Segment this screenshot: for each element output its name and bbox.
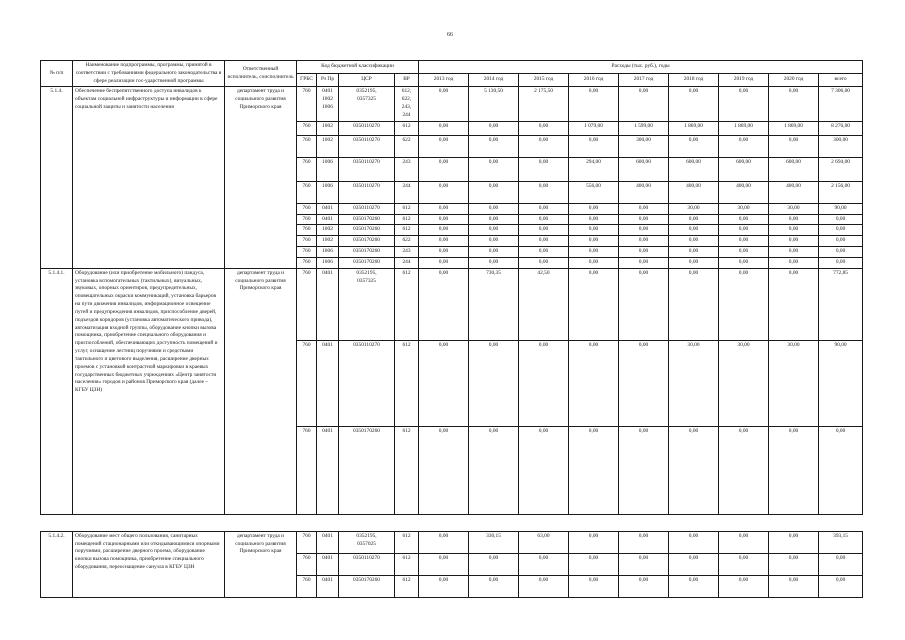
year-value-cell: 0,00 bbox=[569, 225, 619, 236]
year-value-cell: 0,00 bbox=[419, 426, 469, 514]
year-value-cell: 0,00 bbox=[419, 135, 469, 157]
total-cell: 393,15 bbox=[819, 531, 863, 553]
grbs-cell: 760 bbox=[297, 135, 317, 157]
vr-cell: 612 bbox=[395, 340, 419, 426]
vr-cell: 612 bbox=[395, 214, 419, 225]
csr-cell: 0352195, 0357325 bbox=[339, 87, 395, 121]
year-value-cell: 0,00 bbox=[519, 214, 569, 225]
vr-cell: 244 bbox=[395, 257, 419, 268]
year-value-cell: 400,00 bbox=[719, 181, 769, 203]
year-value-cell: 0,00 bbox=[669, 87, 719, 121]
year-value-cell: 0,00 bbox=[469, 135, 519, 157]
row-number: 5.1.4. bbox=[41, 87, 73, 268]
csr-cell: 0350170260 bbox=[339, 236, 395, 247]
year-value-cell: 0,00 bbox=[419, 247, 469, 258]
grbs-cell: 760 bbox=[297, 340, 317, 426]
year-value-cell: 0,00 bbox=[769, 87, 819, 121]
year-value-cell: 30,00 bbox=[769, 340, 819, 426]
rzpr-cell: 1006 bbox=[317, 181, 339, 203]
year-value-cell: 0,00 bbox=[769, 257, 819, 268]
header-year-2014: 2014 год bbox=[469, 74, 519, 87]
year-value-cell: 0,00 bbox=[519, 247, 569, 258]
rzpr-cell: 0401 bbox=[317, 268, 339, 340]
grbs-cell: 760 bbox=[297, 236, 317, 247]
total-cell: 90,00 bbox=[819, 203, 863, 214]
year-value-cell: 0,00 bbox=[469, 426, 519, 514]
year-value-cell: 0,00 bbox=[419, 121, 469, 135]
csr-cell: 0350110270 bbox=[339, 340, 395, 426]
year-value-cell: 0,00 bbox=[769, 268, 819, 340]
vr-cell: 612 bbox=[395, 575, 419, 597]
grbs-cell: 760 bbox=[297, 121, 317, 135]
csr-cell: 0350170260 bbox=[339, 214, 395, 225]
header-year-2020: 2020 год bbox=[769, 74, 819, 87]
grbs-cell: 760 bbox=[297, 268, 317, 340]
vr-cell: 243 bbox=[395, 247, 419, 258]
total-cell: 0,00 bbox=[819, 247, 863, 258]
year-value-cell: 0,00 bbox=[519, 236, 569, 247]
year-value-cell: 0,00 bbox=[469, 203, 519, 214]
total-cell: 0,00 bbox=[819, 214, 863, 225]
year-value-cell: 0,00 bbox=[719, 531, 769, 553]
year-value-cell: 0,00 bbox=[419, 268, 469, 340]
header-year-2016: 2016 год bbox=[569, 74, 619, 87]
budget-table bbox=[40, 60, 863, 598]
page-number: 66 bbox=[447, 32, 453, 38]
year-value-cell: 0,00 bbox=[519, 157, 569, 181]
rzpr-cell: 1002 bbox=[317, 236, 339, 247]
year-value-cell: 0,00 bbox=[619, 247, 669, 258]
csr-cell: 0350170260 bbox=[339, 225, 395, 236]
header-year-2019: 2019 год bbox=[719, 74, 769, 87]
year-value-cell: 30,00 bbox=[769, 203, 819, 214]
year-value-cell: 0,00 bbox=[719, 575, 769, 597]
rzpr-cell: 0401 bbox=[317, 214, 339, 225]
year-value-cell: 0,00 bbox=[519, 181, 569, 203]
csr-cell: 0350110270 bbox=[339, 135, 395, 157]
year-value-cell: 0,00 bbox=[669, 225, 719, 236]
row-description: Оборудование мест общего пользования, санитарных помещений стационарными или откидывающимися опорными поручнями, расширение дверного проема, оборудование кнопки вызова помощника, приобретение специального оборудования, переоснащение санузла в КГБУ ЦЗН bbox=[73, 531, 225, 597]
grbs-cell: 760 bbox=[297, 257, 317, 268]
year-value-cell: 0,00 bbox=[619, 553, 669, 575]
year-value-cell: 0,00 bbox=[769, 214, 819, 225]
year-value-cell: 0,00 bbox=[719, 247, 769, 258]
year-value-cell: 0,00 bbox=[569, 203, 619, 214]
year-value-cell: 0,00 bbox=[619, 257, 669, 268]
grbs-cell: 760 bbox=[297, 157, 317, 181]
grbs-cell: 760 bbox=[297, 225, 317, 236]
year-value-cell: 0,00 bbox=[469, 157, 519, 181]
year-value-cell: 0,00 bbox=[519, 340, 569, 426]
year-value-cell: 0,00 bbox=[569, 87, 619, 121]
year-value-cell: 0,00 bbox=[769, 225, 819, 236]
header-executor: Ответственный исполнитель, соисполнитель bbox=[225, 61, 297, 87]
year-value-cell: 1 599,00 bbox=[619, 121, 669, 135]
header-name: Наименование подпрограммы, программы, принятой в соответствии с требованиями федерального законодательства в сфере реализации гос-ударственной программы bbox=[73, 61, 225, 87]
rzpr-cell: 1006 bbox=[317, 247, 339, 258]
table-row bbox=[41, 87, 863, 121]
total-cell: 8 276,00 bbox=[819, 121, 863, 135]
header-year-2013: 2013 год bbox=[419, 74, 469, 87]
total-cell: 2 156,00 bbox=[819, 181, 863, 203]
table-row bbox=[41, 268, 863, 340]
year-value-cell: 0,00 bbox=[619, 236, 669, 247]
year-value-cell: 0,00 bbox=[419, 575, 469, 597]
year-value-cell: 0,00 bbox=[419, 236, 469, 247]
grbs-cell: 760 bbox=[297, 553, 317, 575]
year-value-cell: 0,00 bbox=[769, 247, 819, 258]
year-value-cell: 0,00 bbox=[769, 135, 819, 157]
year-value-cell: 0,00 bbox=[419, 203, 469, 214]
total-cell: 772,85 bbox=[819, 268, 863, 340]
year-value-cell: 0,00 bbox=[519, 203, 569, 214]
year-value-cell: 1 869,00 bbox=[669, 121, 719, 135]
year-value-cell: 5 130,50 bbox=[469, 87, 519, 121]
vr-cell: 612 bbox=[395, 553, 419, 575]
year-value-cell: 0,00 bbox=[519, 426, 569, 514]
year-value-cell: 63,00 bbox=[519, 531, 569, 553]
header-num: № п/п bbox=[41, 61, 73, 87]
year-value-cell: 0,00 bbox=[719, 268, 769, 340]
year-value-cell: 0,00 bbox=[569, 426, 619, 514]
row-description: Обеспечение беспрепятственного доступа инвалидов к объектам социальной инфраструктуры и информации в сфере социальной защиты и занятости населения bbox=[73, 87, 225, 268]
vr-cell: 612 bbox=[395, 203, 419, 214]
year-value-cell: 0,00 bbox=[669, 135, 719, 157]
year-value-cell: 0,00 bbox=[419, 181, 469, 203]
year-value-cell: 0,00 bbox=[469, 214, 519, 225]
grbs-cell: 760 bbox=[297, 247, 317, 258]
year-value-cell: 0,00 bbox=[619, 214, 669, 225]
csr-cell: 0350110270 bbox=[339, 157, 395, 181]
year-value-cell: 0,00 bbox=[419, 214, 469, 225]
year-value-cell: 0,00 bbox=[569, 531, 619, 553]
year-value-cell: 0,00 bbox=[719, 87, 769, 121]
year-value-cell: 0,00 bbox=[619, 203, 669, 214]
year-value-cell: 0,00 bbox=[519, 225, 569, 236]
table-body bbox=[41, 87, 863, 597]
vr-cell: 622 bbox=[395, 236, 419, 247]
year-value-cell: 2 175,50 bbox=[519, 87, 569, 121]
total-cell: 0,00 bbox=[819, 257, 863, 268]
year-value-cell: 0,00 bbox=[769, 426, 819, 514]
year-value-cell: 300,00 bbox=[619, 135, 669, 157]
row-executor: департамент труда и социального развития Приморского края bbox=[225, 531, 297, 597]
year-value-cell: 0,00 bbox=[569, 553, 619, 575]
rzpr-cell: 0401 bbox=[317, 340, 339, 426]
year-value-cell: 0,00 bbox=[669, 257, 719, 268]
year-value-cell: 0,00 bbox=[719, 135, 769, 157]
vr-cell: 622 bbox=[395, 135, 419, 157]
grbs-cell: 760 bbox=[297, 426, 317, 514]
year-value-cell: 0,00 bbox=[419, 157, 469, 181]
vr-cell: 612 bbox=[395, 426, 419, 514]
header-total: всего bbox=[819, 74, 863, 87]
csr-cell: 0352195, 0357325 bbox=[339, 268, 395, 340]
total-cell: 7 306,00 bbox=[819, 87, 863, 121]
year-value-cell: 0,00 bbox=[619, 531, 669, 553]
year-value-cell: 0,00 bbox=[619, 340, 669, 426]
year-value-cell: 0,00 bbox=[619, 268, 669, 340]
total-cell: 0,00 bbox=[819, 426, 863, 514]
csr-cell: 0350170260 bbox=[339, 247, 395, 258]
year-value-cell: 0,00 bbox=[519, 257, 569, 268]
grbs-cell: 760 bbox=[297, 575, 317, 597]
vr-cell: 612 bbox=[395, 531, 419, 553]
year-value-cell: 400,00 bbox=[669, 181, 719, 203]
year-value-cell: 294,00 bbox=[569, 157, 619, 181]
grbs-cell: 760 bbox=[297, 87, 317, 121]
year-value-cell: 0,00 bbox=[619, 426, 669, 514]
year-value-cell: 0,00 bbox=[419, 257, 469, 268]
csr-cell: 0350170260 bbox=[339, 575, 395, 597]
rzpr-cell: 1002 bbox=[317, 135, 339, 157]
year-value-cell: 0,00 bbox=[469, 225, 519, 236]
grbs-cell: 760 bbox=[297, 181, 317, 203]
rzpr-cell: 0401 bbox=[317, 531, 339, 553]
row-executor: департамент труда и социального развития Приморского края bbox=[225, 87, 297, 268]
rzpr-cell: 0401 bbox=[317, 575, 339, 597]
year-value-cell: 0,00 bbox=[669, 575, 719, 597]
year-value-cell: 0,00 bbox=[769, 575, 819, 597]
vr-cell: 244 bbox=[395, 181, 419, 203]
year-value-cell: 1 869,00 bbox=[719, 121, 769, 135]
total-cell: 0,00 bbox=[819, 553, 863, 575]
row-number: 5.1.4.1. bbox=[41, 268, 73, 514]
year-value-cell: 0,00 bbox=[419, 87, 469, 121]
year-value-cell: 1 869,00 bbox=[769, 121, 819, 135]
row-executor: департамент труда и социального развития Приморского края bbox=[225, 268, 297, 514]
year-value-cell: 0,00 bbox=[769, 236, 819, 247]
year-value-cell: 0,00 bbox=[469, 236, 519, 247]
year-value-cell: 0,00 bbox=[719, 553, 769, 575]
year-value-cell: 0,00 bbox=[519, 121, 569, 135]
year-value-cell: 30,00 bbox=[669, 340, 719, 426]
year-value-cell: 600,00 bbox=[619, 157, 669, 181]
year-value-cell: 0,00 bbox=[469, 553, 519, 575]
header-year-2017: 2017 год bbox=[619, 74, 669, 87]
year-value-cell: 0,00 bbox=[469, 247, 519, 258]
rzpr-cell: 0401 1002 1006 bbox=[317, 87, 339, 121]
csr-cell: 0350110270 bbox=[339, 553, 395, 575]
year-value-cell: 30,00 bbox=[719, 340, 769, 426]
csr-cell: 0350110270 bbox=[339, 121, 395, 135]
year-value-cell: 0,00 bbox=[669, 236, 719, 247]
year-value-cell: 0,00 bbox=[619, 575, 669, 597]
year-value-cell: 30,00 bbox=[669, 203, 719, 214]
year-value-cell: 0,00 bbox=[419, 340, 469, 426]
header-vr: ВР bbox=[395, 74, 419, 87]
csr-cell: 0350170260 bbox=[339, 426, 395, 514]
grbs-cell: 760 bbox=[297, 203, 317, 214]
row-number: 5.1.4.2. bbox=[41, 531, 73, 597]
year-value-cell: 400,00 bbox=[619, 181, 669, 203]
year-value-cell: 730,35 bbox=[469, 268, 519, 340]
header-grbs: ГРБС bbox=[297, 74, 317, 87]
year-value-cell: 0,00 bbox=[569, 340, 619, 426]
header-year-2018: 2018 год bbox=[669, 74, 719, 87]
year-value-cell: 600,00 bbox=[719, 157, 769, 181]
csr-cell: 0350110270 bbox=[339, 181, 395, 203]
vr-cell: 243 bbox=[395, 157, 419, 181]
rzpr-cell: 1002 bbox=[317, 225, 339, 236]
year-value-cell: 0,00 bbox=[669, 247, 719, 258]
csr-cell: 0350110270 bbox=[339, 203, 395, 214]
year-value-cell: 0,00 bbox=[619, 225, 669, 236]
header-year-2015: 2015 год bbox=[519, 74, 569, 87]
row-description: Оборудование (или приобретение мобильного) пандуса, установка вспомогательных (тактильных), визуальных, звуковых, опорных ориентиров, предупредительных, оповещательных окраски коммуникаций, установка барьеров на пути движения инвалидов, информационное освещение путей и предупреждения инвалидов, приспособление дверей, подъездов коридоров (установка автоматического привода), автоматизация входной группы, оборудование кнопки вызова помощника, приобретение специального оборудования и приспособлений, обеспечивающих доступность помещений и услуг, оснащение лестниц поручнями и средствами тактильного и цветового выделения, расширение дверных проемов с установкой контрастной маркировки в краевых государственных бюджетных учреждениях «Центр занятости населения» городов и районов Приморского края (далее – КГБУ ЦЗН) bbox=[73, 268, 225, 514]
year-value-cell: 0,00 bbox=[469, 340, 519, 426]
header-rzpr: Рз Пр bbox=[317, 74, 339, 87]
year-value-cell: 1 079,00 bbox=[569, 121, 619, 135]
csr-cell: 0350170260 bbox=[339, 257, 395, 268]
year-value-cell: 0,00 bbox=[619, 87, 669, 121]
header-budget-code: Код бюджетной классификации bbox=[297, 61, 419, 74]
total-cell: 300,00 bbox=[819, 135, 863, 157]
year-value-cell: 0,00 bbox=[669, 268, 719, 340]
year-value-cell: 0,00 bbox=[519, 553, 569, 575]
year-value-cell: 42,50 bbox=[519, 268, 569, 340]
year-value-cell: 0,00 bbox=[669, 214, 719, 225]
year-value-cell: 0,00 bbox=[419, 531, 469, 553]
year-value-cell: 0,00 bbox=[569, 247, 619, 258]
year-value-cell: 0,00 bbox=[719, 236, 769, 247]
year-value-cell: 0,00 bbox=[519, 135, 569, 157]
year-value-cell: 0,00 bbox=[569, 268, 619, 340]
year-value-cell: 0,00 bbox=[669, 531, 719, 553]
year-value-cell: 0,00 bbox=[469, 121, 519, 135]
table-row bbox=[41, 531, 863, 553]
rzpr-cell: 0401 bbox=[317, 203, 339, 214]
year-value-cell: 0,00 bbox=[569, 214, 619, 225]
total-cell: 2 694,00 bbox=[819, 157, 863, 181]
year-value-cell: 0,00 bbox=[569, 135, 619, 157]
vr-cell: 612 bbox=[395, 268, 419, 340]
year-value-cell: 0,00 bbox=[769, 553, 819, 575]
grbs-cell: 760 bbox=[297, 531, 317, 553]
year-value-cell: 600,00 bbox=[769, 157, 819, 181]
year-value-cell: 0,00 bbox=[419, 553, 469, 575]
year-value-cell: 0,00 bbox=[719, 225, 769, 236]
year-value-cell: 0,00 bbox=[469, 257, 519, 268]
year-value-cell: 0,00 bbox=[719, 214, 769, 225]
year-value-cell: 0,00 bbox=[419, 225, 469, 236]
year-value-cell: 400,00 bbox=[769, 181, 819, 203]
year-value-cell: 0,00 bbox=[669, 426, 719, 514]
year-value-cell: 0,00 bbox=[719, 257, 769, 268]
vr-cell: 612 bbox=[395, 225, 419, 236]
year-value-cell: 30,00 bbox=[719, 203, 769, 214]
year-value-cell: 0,00 bbox=[519, 575, 569, 597]
vr-cell: 612, 622, 243, 244 bbox=[395, 87, 419, 121]
total-cell: 0,00 bbox=[819, 225, 863, 236]
year-value-cell: 600,00 bbox=[669, 157, 719, 181]
year-value-cell: 330,15 bbox=[469, 531, 519, 553]
year-value-cell: 0,00 bbox=[469, 575, 519, 597]
csr-cell: 0352195, 0357025 bbox=[339, 531, 395, 553]
header-expenses: Расходы (тыс. руб.), годы bbox=[419, 61, 863, 74]
total-cell: 0,00 bbox=[819, 575, 863, 597]
year-value-cell: 0,00 bbox=[669, 553, 719, 575]
total-cell: 90,00 bbox=[819, 340, 863, 426]
total-cell: 0,00 bbox=[819, 236, 863, 247]
year-value-cell: 0,00 bbox=[719, 426, 769, 514]
vr-cell: 612 bbox=[395, 121, 419, 135]
rzpr-cell: 0401 bbox=[317, 426, 339, 514]
rzpr-cell: 0401 bbox=[317, 553, 339, 575]
header-csr: ЦСР bbox=[339, 74, 395, 87]
rzpr-cell: 1006 bbox=[317, 257, 339, 268]
grbs-cell: 760 bbox=[297, 214, 317, 225]
rzpr-cell: 1002 bbox=[317, 121, 339, 135]
year-value-cell: 0,00 bbox=[569, 236, 619, 247]
year-value-cell: 0,00 bbox=[769, 531, 819, 553]
rzpr-cell: 1006 bbox=[317, 157, 339, 181]
year-value-cell: 0,00 bbox=[569, 257, 619, 268]
year-value-cell: 0,00 bbox=[469, 181, 519, 203]
year-value-cell: 556,00 bbox=[569, 181, 619, 203]
year-value-cell: 0,00 bbox=[569, 575, 619, 597]
